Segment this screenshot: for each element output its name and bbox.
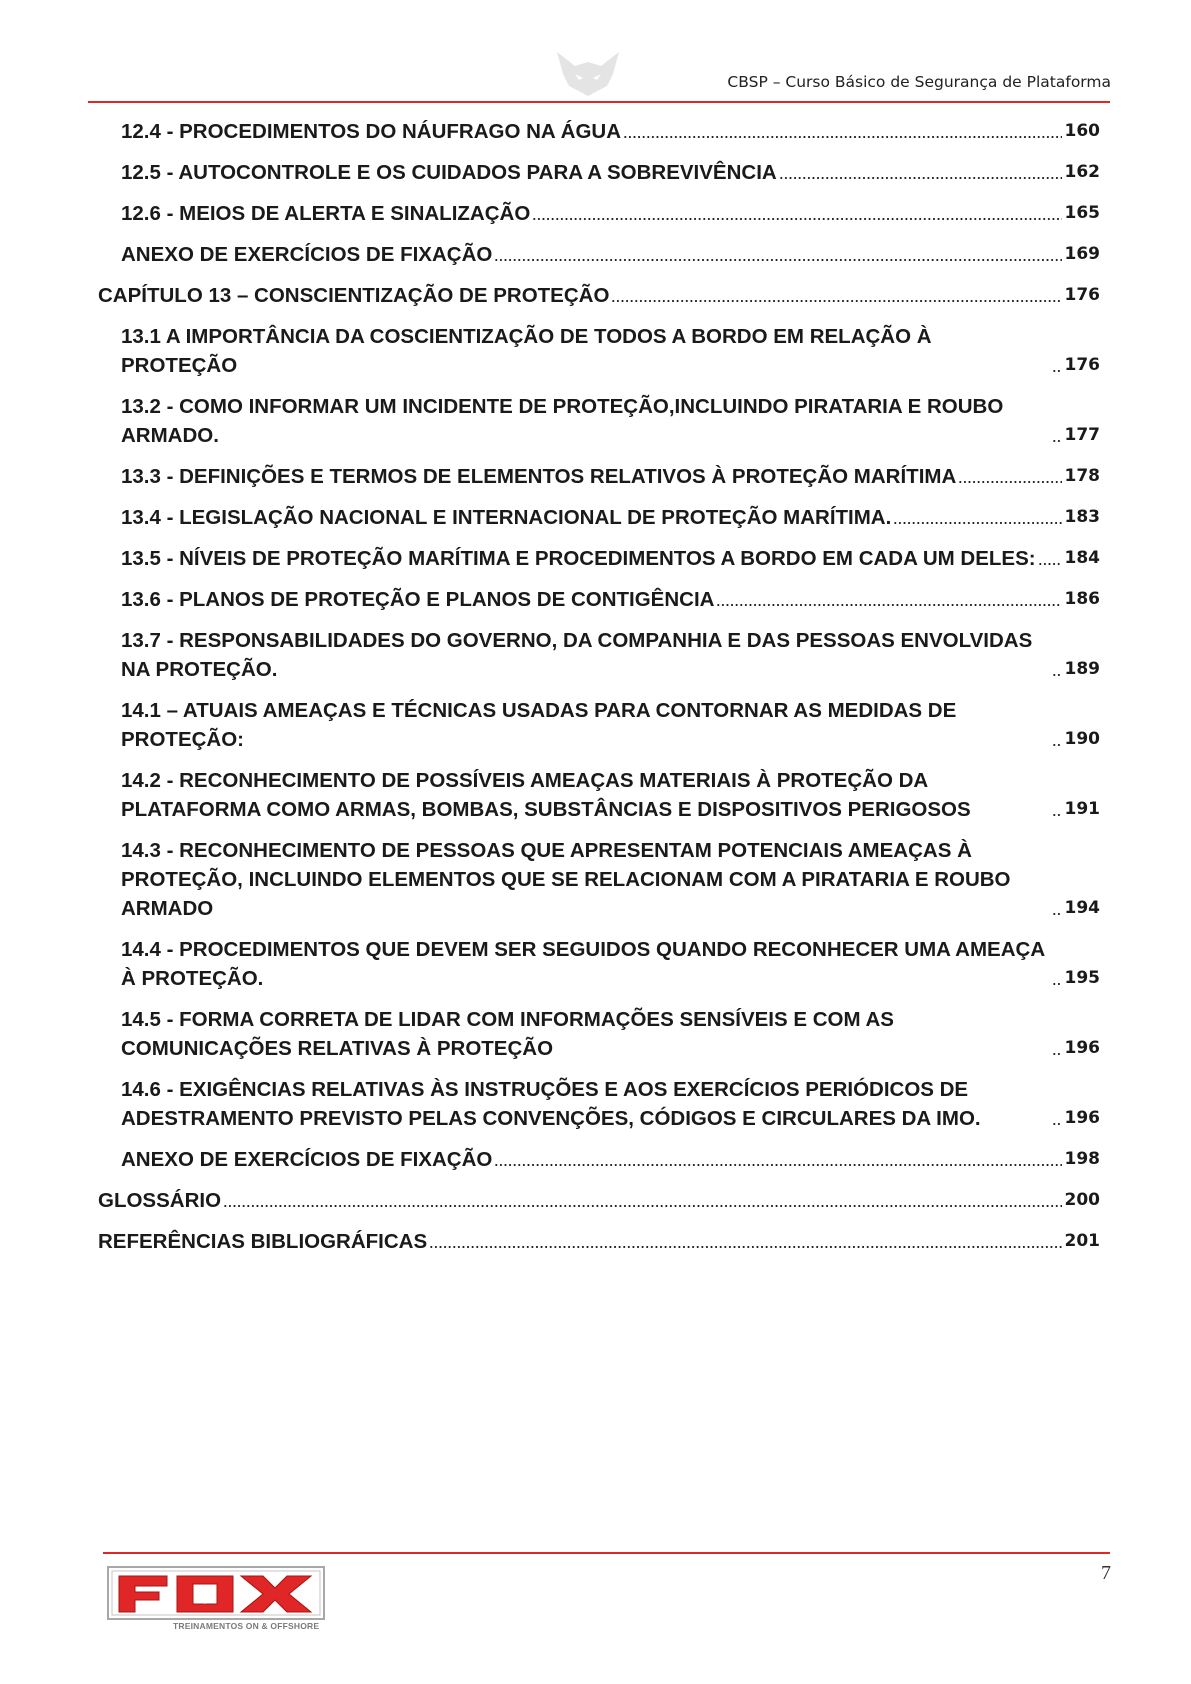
toc-entry-title: 13.4 - LEGISLAÇÃO NACIONAL E INTERNACIONAL DE PROTEÇÃO MARÍTIMA. xyxy=(121,506,892,529)
toc-dot-leader xyxy=(494,1164,1061,1166)
toc-entry[interactable] xyxy=(98,1186,1100,1215)
toc-dot-leader xyxy=(958,481,1061,483)
toc-entry-page: 198 xyxy=(1064,1149,1100,1169)
toc-entry-title: 12.4 - PROCEDIMENTOS DO NÁUFRAGO NA ÁGUA xyxy=(121,120,622,143)
toc-entry-title: 14.1 – ATUAIS AMEAÇAS E TÉCNICAS USADAS PARA CONTORNAR AS MEDIDAS DE PROTEÇÃO: xyxy=(121,699,957,751)
toc-entry-title: 13.6 - PLANOS DE PROTEÇÃO E PLANOS DE CONTIGÊNCIA xyxy=(121,588,715,611)
toc-entry[interactable] xyxy=(98,696,1100,754)
toc-entry-page: 176 xyxy=(1064,285,1100,305)
toc-dot-leader xyxy=(532,218,1061,220)
toc-entry[interactable] xyxy=(98,392,1100,450)
toc-entry-title: 13.5 - NÍVEIS DE PROTEÇÃO MARÍTIMA E PROCEDIMENTOS A BORDO EM CADA UM DELES: xyxy=(121,547,1036,570)
toc-entry-page: 200 xyxy=(1064,1190,1100,1210)
page-number: 7 xyxy=(1101,1562,1111,1584)
toc-entry[interactable] xyxy=(98,281,1100,310)
document-header-title: CBSP – Curso Básico de Segurança de Plataforma xyxy=(727,73,1111,91)
fox-head-watermark-icon xyxy=(553,50,623,98)
toc-dot-leader xyxy=(1052,814,1062,816)
toc-entry-title: 12.6 - MEIOS DE ALERTA E SINALIZAÇÃO xyxy=(121,202,531,225)
toc-entry[interactable] xyxy=(98,626,1100,684)
toc-entry-title: REFERÊNCIAS BIBLIOGRÁFICAS xyxy=(98,1230,428,1253)
toc-entry[interactable] xyxy=(98,544,1100,573)
toc-entry[interactable] xyxy=(98,766,1100,824)
toc-entry-title: 14.4 - PROCEDIMENTOS QUE DEVEM SER SEGUIDOS QUANDO RECONHECER UMA AMEAÇA À PROTEÇÃO. xyxy=(121,938,1045,990)
toc-entry[interactable] xyxy=(98,836,1100,923)
toc-dot-leader xyxy=(1052,370,1062,372)
toc-entry-page: 186 xyxy=(1064,589,1100,609)
toc-entry[interactable] xyxy=(98,1075,1100,1133)
toc-entry[interactable] xyxy=(98,935,1100,993)
toc-entry-page: 201 xyxy=(1064,1231,1100,1251)
toc-entry-title: ANEXO DE EXERCÍCIOS DE FIXAÇÃO xyxy=(121,243,493,266)
table-of-contents xyxy=(98,117,1100,1268)
toc-entry-page: 178 xyxy=(1064,466,1100,486)
toc-dot-leader xyxy=(494,259,1061,261)
toc-entry[interactable] xyxy=(98,1145,1100,1174)
toc-entry-page: 194 xyxy=(1064,898,1100,918)
toc-entry-title: 12.5 - AUTOCONTROLE E OS CUIDADOS PARA A SOBREVIVÊNCIA xyxy=(121,161,777,184)
toc-dot-leader xyxy=(1038,563,1062,565)
toc-dot-leader xyxy=(893,522,1061,524)
toc-entry-page: 195 xyxy=(1064,968,1100,988)
toc-entry-title: ANEXO DE EXERCÍCIOS DE FIXAÇÃO xyxy=(121,1148,493,1171)
toc-dot-leader xyxy=(1052,1053,1062,1055)
toc-entry-page: 176 xyxy=(1064,355,1100,375)
toc-dot-leader xyxy=(223,1205,1061,1207)
header-divider xyxy=(88,101,1110,103)
toc-entry-title: 14.2 - RECONHECIMENTO DE POSSÍVEIS AMEAÇAS MATERIAIS À PROTEÇÃO DA PLATAFORMA COMO ARMAS, BOMBAS, SUBSTÂNCIAS E DISPOSITIVOS PERIGOSOS xyxy=(121,769,971,821)
toc-dot-leader xyxy=(1052,440,1062,442)
toc-entry[interactable] xyxy=(98,1005,1100,1063)
toc-dot-leader xyxy=(716,604,1061,606)
toc-entry-page: 189 xyxy=(1064,659,1100,679)
toc-dot-leader xyxy=(1052,913,1062,915)
toc-entry-page: 184 xyxy=(1064,548,1100,568)
toc-entry-title: CAPÍTULO 13 – CONSCIENTIZAÇÃO DE PROTEÇÃO xyxy=(98,284,610,307)
toc-entry-title: 13.2 - COMO INFORMAR UM INCIDENTE DE PROTEÇÃO,INCLUINDO PIRATARIA E ROUBO ARMADO. xyxy=(121,395,1004,447)
footer-divider xyxy=(103,1552,1110,1554)
toc-entry[interactable] xyxy=(98,322,1100,380)
logo-tagline: TREINAMENTOS ON & OFFSHORE xyxy=(173,1621,320,1631)
toc-entry[interactable] xyxy=(98,585,1100,614)
toc-entry-title: 13.1 A IMPORTÂNCIA DA COSCIENTIZAÇÃO DE TODOS A BORDO EM RELAÇÃO À PROTEÇÃO xyxy=(121,325,932,377)
toc-dot-leader xyxy=(1052,1123,1062,1125)
toc-entry-page: 191 xyxy=(1064,799,1100,819)
toc-dot-leader xyxy=(1052,983,1062,985)
toc-dot-leader xyxy=(1052,744,1062,746)
toc-entry-title: 13.7 - RESPONSABILIDADES DO GOVERNO, DA COMPANHIA E DAS PESSOAS ENVOLVIDAS NA PROTEÇÃO. xyxy=(121,629,1033,681)
toc-dot-leader xyxy=(611,300,1061,302)
toc-entry-page: 190 xyxy=(1064,729,1100,749)
toc-entry[interactable] xyxy=(98,1227,1100,1256)
toc-dot-leader xyxy=(429,1246,1061,1248)
toc-entry-title: 14.6 - EXIGÊNCIAS RELATIVAS ÀS INSTRUÇÕES E AOS EXERCÍCIOS PERIÓDICOS DE ADESTRAMENTO PREVISTO PELAS CONVENÇÕES, CÓDIGOS E CIRCULARES DA IMO. xyxy=(121,1078,981,1130)
toc-entry-title: 14.5 - FORMA CORRETA DE LIDAR COM INFORMAÇÕES SENSÍVEIS E COM AS COMUNICAÇÕES RELATIVAS À PROTEÇÃO xyxy=(121,1008,894,1060)
toc-entry-page: 196 xyxy=(1064,1038,1100,1058)
toc-entry-page: 177 xyxy=(1064,425,1100,445)
toc-entry-title: 13.3 - DEFINIÇÕES E TERMOS DE ELEMENTOS RELATIVOS À PROTEÇÃO MARÍTIMA xyxy=(121,465,957,488)
toc-entry-title: GLOSSÁRIO xyxy=(98,1189,222,1212)
toc-entry-page: 160 xyxy=(1064,121,1100,141)
toc-entry-page: 165 xyxy=(1064,203,1100,223)
toc-dot-leader xyxy=(779,177,1062,179)
toc-entry[interactable] xyxy=(98,503,1100,532)
toc-dot-leader xyxy=(623,136,1061,138)
toc-entry-page: 196 xyxy=(1064,1108,1100,1128)
toc-entry[interactable] xyxy=(98,117,1100,146)
toc-entry[interactable] xyxy=(98,199,1100,228)
toc-entry[interactable] xyxy=(98,240,1100,269)
toc-entry-page: 183 xyxy=(1064,507,1100,527)
toc-entry-page: 169 xyxy=(1064,244,1100,264)
toc-entry[interactable] xyxy=(98,158,1100,187)
toc-entry[interactable] xyxy=(98,462,1100,491)
toc-dot-leader xyxy=(1052,674,1062,676)
toc-entry-page: 162 xyxy=(1064,162,1100,182)
toc-entry-title: 14.3 - RECONHECIMENTO DE PESSOAS QUE APRESENTAM POTENCIAIS AMEAÇAS À PROTEÇÃO, INCLUINDO ELEMENTOS QUE SE RELACIONAM COM A PIRATARIA E ROUBO ARMADO xyxy=(121,839,1011,920)
